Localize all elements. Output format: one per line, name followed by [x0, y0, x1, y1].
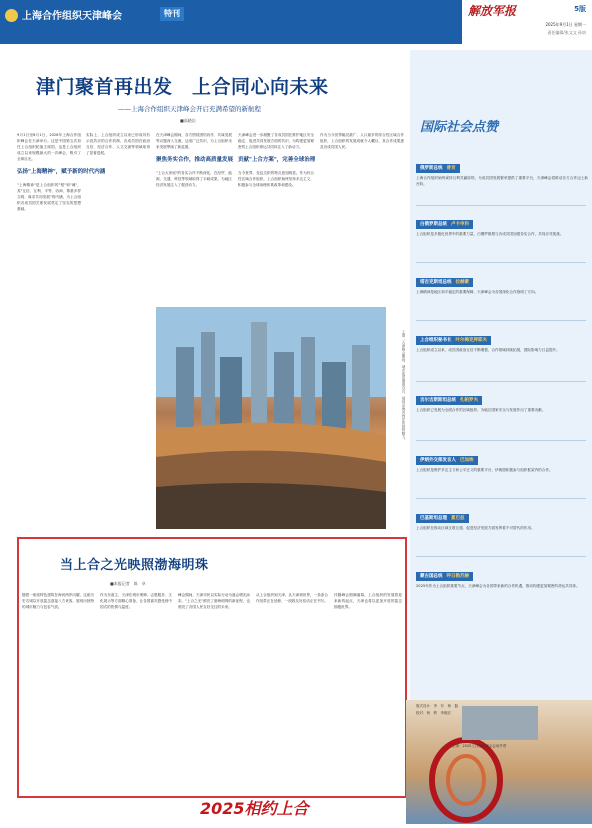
speaker-title: 白俄罗斯总统 — [420, 222, 447, 227]
speaker-name: 巴加埃 — [460, 458, 474, 463]
story2-col3-text: 峰会期间，天津市民以实际行动为盛会增光添彩，"上合之光"照亮了渤海明珠的新征程，也照亮了各国人民友好交往的未来。 — [178, 593, 250, 609]
divider — [416, 498, 586, 499]
tianjin-city-photo — [156, 307, 386, 529]
comment-item — [416, 386, 588, 436]
comment-item — [416, 210, 588, 260]
proofreaders: 校对：杨 利 李晓宏 — [416, 711, 451, 715]
section-head-2: 聚焦务实合作，推动高质量发展 — [156, 157, 234, 163]
story1-col5-text: 作为当今世界幅员最广、人口最多的综合性区域合作组织，上合组织的发展成就令人瞩目，其合作成果惠及各成员国人民。 — [320, 133, 404, 149]
speaker-name: 叶尔梅克拜耶夫 — [455, 338, 487, 343]
story2-headline: 当上合之光映照渤海明珠 — [60, 558, 209, 573]
story2-byline: ■本报记者 陈 卓 — [110, 581, 146, 586]
comment-label — [416, 396, 482, 405]
story1-column-3 — [156, 132, 232, 300]
comment-label — [416, 572, 473, 581]
story2-col4-text: 从上合组织到天津，从天津到世界，一条条合作纽带正在延伸，一段段友好佳话正在书写。 — [256, 593, 328, 603]
story1-col1-text: 9月1日至8月1日，2026年上海合作组织峰会在天津举行。这是中国第五次担任上合组织轮值主席国，也是上合组织成立以来规模最大的一次峰会，吸引了全球目光。 — [17, 133, 81, 161]
section-head-3: 贡献"上合方案"，完善全球治理 — [238, 157, 316, 163]
responsible-editors: 责任编辑/张文文 孙培 — [547, 30, 586, 35]
comment-item — [416, 504, 588, 554]
story2-column-3 — [178, 592, 250, 792]
comment-item — [416, 326, 588, 382]
comment-body: 上合组织在推动区域互联互通、促进经济发展方面发挥着不可替代的作用。 — [416, 526, 535, 530]
story2-column-2 — [100, 592, 172, 792]
main-headline: 津门聚首再出发 上合同心向未来 — [36, 76, 329, 98]
story2-col1-text: 随着一座座特色建筑在海河两岸闪耀，这座历史名城以开放姿态迎接八方来客，展现出独特的城市魅力与包容气质。 — [22, 593, 94, 609]
speaker-title: 塔吉克斯坦总统 — [420, 280, 452, 285]
story1-col2-text: 实际上，上合组织成立以来已形成具有示范效应的合作机制，各成员国在政治互信、经济合作、人文交流等领域取得了显著进展。 — [86, 133, 150, 155]
inset-photo — [462, 706, 538, 740]
speaker-name: 夏巴兹 — [451, 516, 465, 521]
city-skyline-illustration — [156, 307, 386, 529]
photo-caption: 上图：天津峰会期间，城市夜景璀璨夺目，展现出海河两岸的独特魅力。 — [402, 330, 406, 442]
section-head-1: 弘扬"上海精神"，赋予新的时代内涵 — [17, 169, 106, 175]
divider — [416, 381, 586, 382]
layout-designers: 版式设计：李 东 杨 磊 — [416, 704, 458, 708]
right-column-title: 国际社会点赞 — [420, 120, 499, 135]
speaker-name: 普京 — [446, 166, 456, 171]
speaker-title: 上合组织秘书长 — [420, 338, 452, 343]
comment-body: 上海合作组织始终秉持互利共赢原则，为成员国发展繁荣提供了重要平台，天津峰会将推动各方合作迈上新台阶。 — [416, 176, 588, 186]
speaker-title: 吉尔吉斯斯坦总统 — [420, 398, 456, 403]
comment-body: 2025年作为上合组织重要节点，天津峰会为各国带来新的合作机遇，推动构建更加紧密的命运共同体。 — [416, 584, 580, 588]
speaker-name: 扎帕罗夫 — [460, 398, 478, 403]
divider — [416, 205, 586, 206]
story1-column-4 — [238, 132, 314, 300]
section-title: 上海合作组织天津峰会 — [22, 11, 122, 22]
comment-label — [416, 164, 460, 173]
story1-column-2 — [86, 132, 150, 300]
newspaper-brand: 解放军报 — [468, 4, 517, 18]
main-byline: ■高晓岩 — [180, 118, 196, 123]
speaker-name: 卢卡申科 — [451, 222, 469, 227]
story1-col3-text: 在天津峰会期间，各方围绕团结协作、共谋发展等议题深入交流，达成广泛共识，为上合组织未来发展擘画了新蓝图。 — [156, 133, 232, 149]
section-body-2: "上合大家庭"的务实合作不断深化，在经贸、能源、交通、科技等领域取得了丰硕成果，为地区经济发展注入了强劲动力。 — [156, 171, 232, 187]
divider — [416, 556, 586, 557]
special-issue-tag: 特刊 — [160, 7, 184, 21]
masthead-right — [462, 0, 592, 44]
comment-body: 上海精神是地区和平稳定的重要保障，天津峰会为各国深化合作指明了方向。 — [416, 290, 539, 294]
comment-item — [416, 562, 588, 624]
divider — [416, 440, 586, 441]
story2-col2-text: 作为东道主，天津在城市保障、志愿服务、文化展示等方面精心准备，让各国嘉宾感受到中国式的热情与温度。 — [100, 593, 172, 609]
inset-caption: 上图：2025上合组织峰会会场外景 — [452, 744, 507, 748]
speaker-title: 蒙古国总统 — [420, 574, 443, 579]
speaker-name: 呼日勒苏赫 — [446, 574, 469, 579]
comment-label — [416, 514, 469, 523]
story1-column-1 — [17, 132, 106, 300]
section-body-1: "上海精神"是上合组织的"根"和"魂"，其"互信、互利、平等、协商、尊重多样文明、谋求共同发展"的内涵，为上合组织各成员国关系发展奠定了坚实的思想基础。 — [17, 183, 81, 211]
comment-item — [416, 446, 588, 496]
sco-logo-icon — [5, 9, 18, 22]
slogan-text: 2025相约上合 — [200, 799, 309, 818]
speaker-title: 巴基斯坦总理 — [420, 516, 447, 521]
comment-label — [416, 220, 473, 229]
page-header — [0, 0, 592, 44]
page-number: 5版 — [574, 5, 586, 13]
story1-col4-text: 天津峰会进一步凝聚了各成员国在维护地区安全稳定、促进共同发展方面的共识，为构建更加紧密的上合组织命运共同体注入了新动力。 — [238, 133, 314, 149]
divider — [416, 262, 586, 263]
speaker-title: 伊朗外交部发言人 — [420, 458, 456, 463]
story1-column-5 — [320, 132, 404, 300]
comment-body: 上合组织成立以来，成员国政治互信不断增强，合作领域持续拓展，国际影响力日益提升。 — [416, 348, 560, 352]
section-body-3: 当今世界，变乱交织的特点愈加明显。作为综合性区域合作组织，上合组织始终坚持多边主义，积极参与全球治理体系改革和建设。 — [238, 171, 314, 187]
speaker-title: 俄罗斯总统 — [420, 166, 443, 171]
speaker-name: 拉赫蒙 — [455, 280, 469, 285]
comment-item — [416, 268, 588, 318]
story2-column-5 — [334, 592, 402, 792]
divider — [416, 320, 586, 321]
story2-col5-text: 伴随峰会圆满落幕，上合组织的发展将迎来新的起点，天津也将以更加开放的姿态拥抱世界。 — [334, 593, 402, 609]
comment-label — [416, 456, 478, 465]
comment-item — [416, 154, 588, 204]
issue-date: 2025年9月1日 星期一 — [545, 22, 586, 27]
story2-column-1 — [22, 592, 94, 792]
comment-label — [416, 336, 491, 345]
comment-body: 上合组织已发展为全面合作的区域组织，为地区国家安全与发展作出了重要贡献。 — [416, 408, 546, 412]
comment-body: 上合组织是多极化世界中的重要力量，白俄罗斯愿与各成员国加强务实合作，共同应对挑战。 — [416, 232, 564, 236]
comment-body: 上合组织是维护多边主义和公平正义的重要平台，伊朗愿积极参与组织框架内的合作。 — [416, 468, 553, 472]
main-subheadline: ——上海合作组织天津峰会开启充满希望的新航程 — [118, 105, 261, 113]
comment-label — [416, 278, 473, 287]
story2-column-4 — [256, 592, 328, 792]
